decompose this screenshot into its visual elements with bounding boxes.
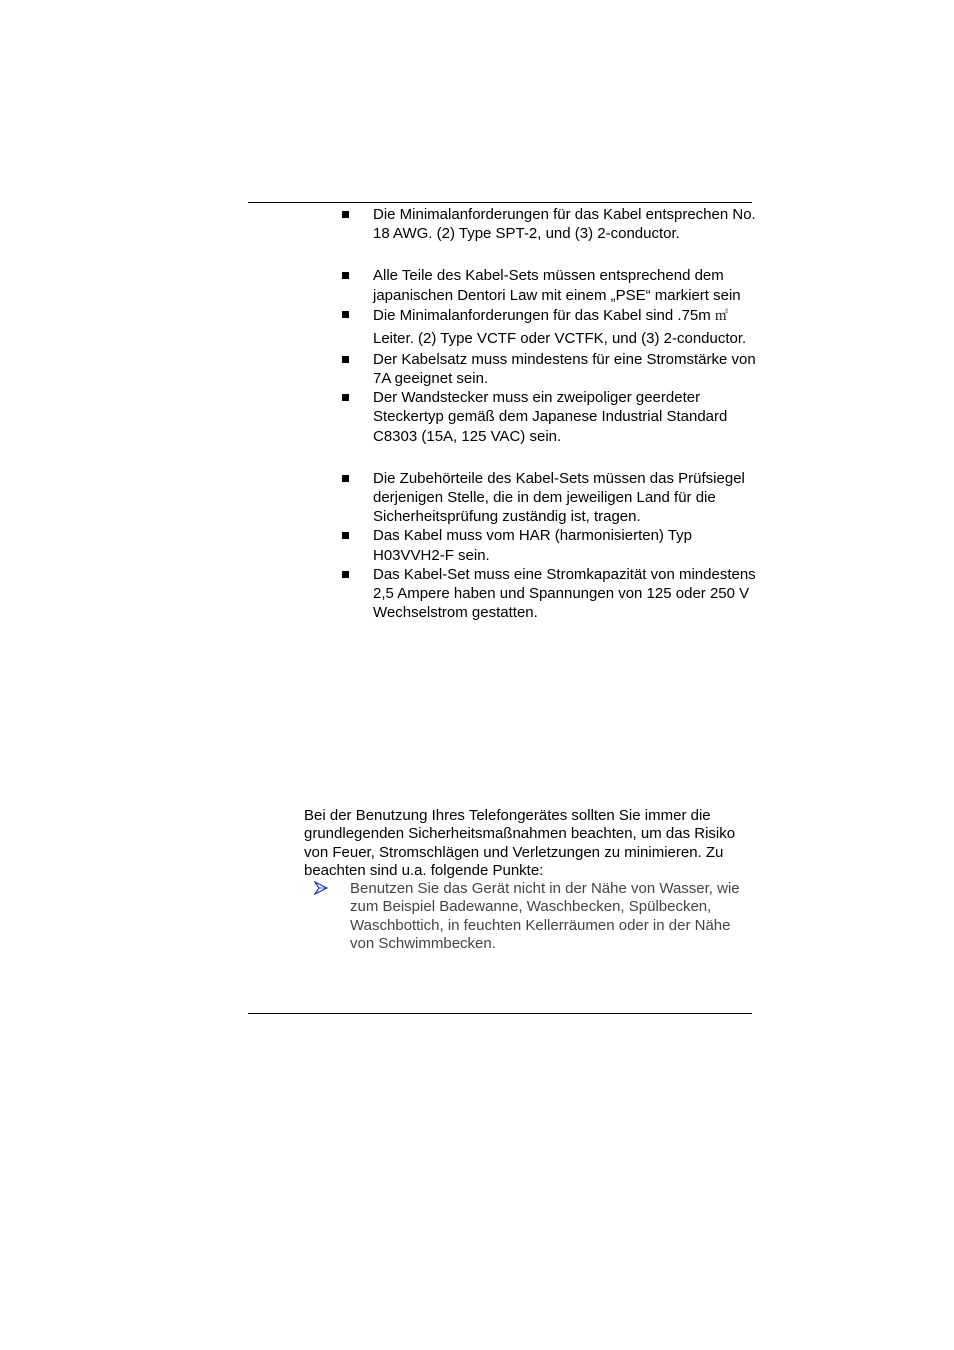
list-item [340,388,760,446]
top-rule [248,202,752,203]
square-bullet-icon [342,311,349,318]
list-item-text: Leiter. (2) Type VCTF oder VCTFK, und (3) 2-conductor. [373,329,747,347]
bottom-rule [248,1013,752,1014]
list-item-text: Alle Teile des Kabel-Sets müssen entsprechend dem japanischen Dentori Law mit einem „PSE“ markiert sein [373,267,741,304]
list-item-text: Der Wandstecker muss ein zweipoliger geerdeter Steckertyp gemäß dem Japanese Industrial Standard C8303 (15A, 125 VAC) sein. [373,389,728,445]
safety-intro-paragraph: Bei der Benutzung Ihres Telefongerätes sollten Sie immer die grundlegenden Sicherheitsmaßnahmen beachten, um das Risiko von Feuer, Stromschlägen und Verletzungen zu minimieren. Zu beachten sind u.a. folgende Punkte: [304,807,736,879]
list-item-text: Benutzen Sie das Gerät nicht in der Nähe von Wasser, wie zum Beispiel Badewanne, Waschbecken, Spülbecken, Waschbottich, in feuchten Kellerräumen oder in der Nähe von Schwimmbecken. [350,880,740,952]
arrowhead-bullet-icon [314,881,328,895]
list-item-text: Die Minimalanforderungen für das Kabel sind .75m [373,306,711,324]
list-item [340,565,760,623]
square-bullet-icon [342,475,349,482]
list-item [340,305,760,350]
square-bullet-icon [342,272,349,279]
square-meter-unit: ㎡ [714,308,728,324]
list-item [340,205,760,243]
list-item-text: Die Zubehörteile des Kabel-Sets müssen das Prüfsiegel derjenigen Stelle, die in dem jeweiligen Land für die Sicherheitsprüfung zuständig ist, tragen. [373,469,745,526]
list-item [340,526,760,564]
list-item [340,469,760,527]
list-item-text: Der Kabelsatz muss mindestens für eine Stromstärke von 7A geeignet sein. [373,350,756,388]
list-item-text: Die Minimalanforderungen für das Kabel entsprechen No. 18 AWG. (2) Type SPT-2, und (3) 2-conductor. [373,206,756,243]
list-item-text: Das Kabel muss vom HAR (harmonisierten) Typ H03VVH2-F sein. [373,527,692,564]
safety-list [314,880,754,953]
square-bullet-icon [342,571,349,578]
list-item [314,880,754,953]
square-bullet-icon [342,532,349,539]
square-bullet-icon [342,356,349,363]
list-item [340,350,760,388]
cable-requirements-list [340,205,760,622]
list-item-text: Das Kabel-Set muss eine Stromkapazität von mindestens 2,5 Ampere haben und Spannungen von 125 oder 250 V Wechselstrom gestatten. [373,565,756,622]
square-bullet-icon [342,211,349,218]
square-bullet-icon [342,394,349,401]
list-item [340,266,760,304]
